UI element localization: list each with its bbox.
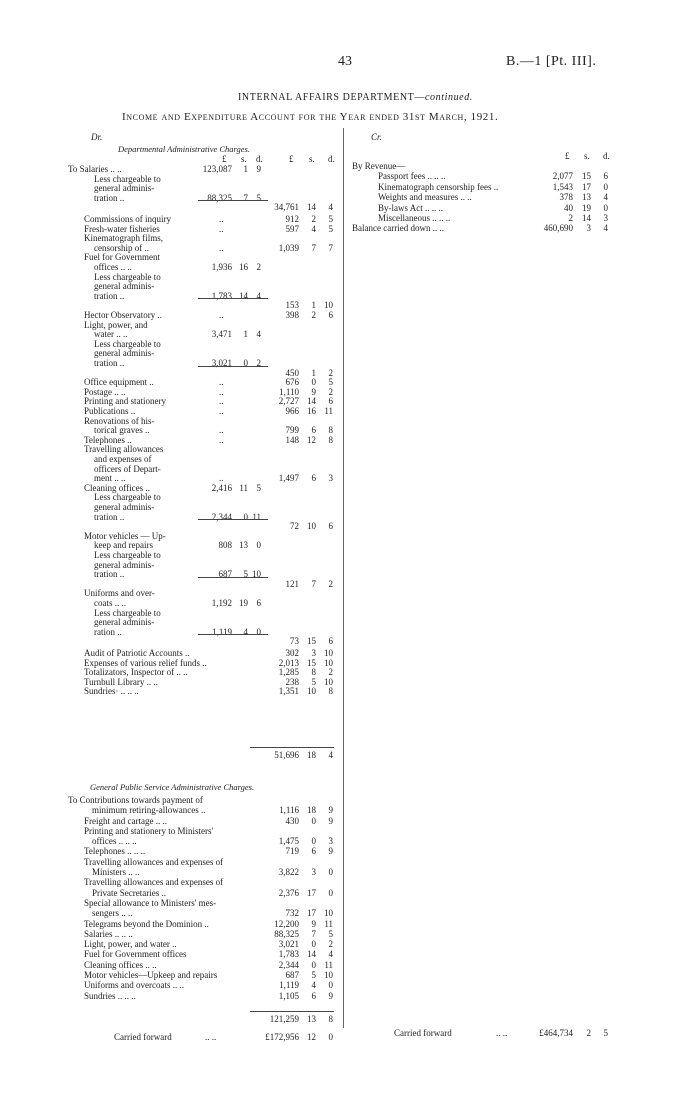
- general-item-label: To Contributions towards payment of: [68, 795, 203, 805]
- credit-amount-pence: 4: [603, 223, 608, 233]
- debit-col-head: s.: [309, 154, 315, 164]
- debit-item-label: tration ..: [94, 193, 125, 203]
- debit-amount-shillings: 9: [311, 387, 316, 397]
- debit-subamount-pounds: 2,416: [211, 483, 232, 493]
- debit-item-label: officers of Depart-: [94, 464, 161, 474]
- general-item-label: Printing and stationery to Ministers': [84, 826, 214, 836]
- debit-amount-shillings: 2: [311, 214, 316, 224]
- debit-item-label: Less chargeable to: [94, 550, 161, 560]
- credit-amount-shillings: 19: [582, 203, 591, 213]
- debit-subamount-shillings: 19: [239, 598, 248, 608]
- subtotal-rule: [198, 366, 268, 367]
- general-amount-shillings: 0: [311, 960, 316, 970]
- debit-subamount-shillings: 16: [239, 262, 248, 272]
- debit-subamount-pounds: 123,087: [202, 164, 232, 174]
- general-amount-shillings: 17: [307, 908, 316, 918]
- debit-subamount-pence: 11: [252, 512, 261, 522]
- debit-amount-shillings: 12: [307, 435, 316, 445]
- debit-col-head: £: [222, 154, 227, 164]
- debit-subamount-shillings: 4: [243, 627, 248, 637]
- section2-total-pounds: 121,259: [269, 1014, 299, 1024]
- debit-amount-shillings: 7: [311, 579, 316, 589]
- debit-amount-pounds: 153: [285, 300, 299, 310]
- debit-amount-pounds: 1,497: [278, 473, 299, 483]
- debit-amount-pounds: 966: [285, 406, 299, 416]
- debit-subamount-pence: 4: [256, 291, 261, 301]
- general-amount-pence: 0: [328, 980, 333, 990]
- debit-item-label: and expenses of: [94, 454, 152, 464]
- debit-item-label: general adminis-: [94, 560, 155, 570]
- debit-item-label: censorship of ..: [94, 243, 149, 253]
- section1-total-pounds: 51,696: [274, 750, 299, 760]
- debit-item-label: general adminis-: [94, 348, 155, 358]
- debit-subamount-shillings: 11: [239, 483, 248, 493]
- credit-item-label: Weights and measures .. ..: [378, 192, 472, 202]
- general-amount-pence: 3: [328, 836, 333, 846]
- debit-amount-pence: 6: [328, 636, 333, 646]
- debit-item-label: water .. ..: [94, 329, 128, 339]
- debit-item-label: Hector Observatory ..: [84, 310, 162, 320]
- debit-subamount-pence: 2: [256, 262, 261, 272]
- debit-amount-shillings: 5: [311, 677, 316, 687]
- credit-amount-pence: 3: [603, 213, 608, 223]
- general-item-label: Uniforms and overcoats .. ..: [84, 980, 184, 990]
- debit-amount-shillings: 14: [307, 396, 316, 406]
- debit-amount-shillings: 16: [307, 406, 316, 416]
- credit-amount-pounds: 2,077: [552, 171, 573, 181]
- general-amount-pounds: 687: [285, 970, 299, 980]
- debit-item-label: Office equipment ..: [84, 377, 154, 387]
- debit-amount-pence: 10: [324, 677, 333, 687]
- general-item-label: Travelling allowances and expenses of: [84, 857, 224, 867]
- general-amount-pence: 9: [328, 846, 333, 856]
- general-item-label: Special allowance to Ministers' mes-: [84, 898, 217, 908]
- debit-item-label: Postage .. ..: [84, 387, 126, 397]
- credit-amount-pence: 4: [603, 192, 608, 202]
- debit-amount-pence: 11: [324, 406, 333, 416]
- account-subtitle: Income and Expenditure Account for the Year ended 31st March, 1921.: [122, 111, 499, 123]
- general-amount-shillings: 4: [311, 980, 316, 990]
- debit-amount-pence: 2: [328, 387, 333, 397]
- general-item-label: Freight and cartage .. ..: [84, 816, 167, 826]
- general-amount-pounds: 88,325: [274, 929, 299, 939]
- debit-item-leader: ..: [219, 377, 224, 387]
- debit-item-leader: ..: [219, 387, 224, 397]
- debit-amount-shillings: 6: [311, 425, 316, 435]
- general-amount-pounds: 2,376: [278, 888, 299, 898]
- credit-amount-pounds: 460,690: [543, 223, 573, 233]
- page-number: 43: [338, 54, 352, 69]
- debit-amount-pounds: 597: [285, 224, 299, 234]
- debit-item-label: Less chargeable to: [94, 608, 161, 618]
- debit-item-label: Expenses of various relief funds ..: [84, 658, 207, 668]
- debit-subamount-pence: 5: [256, 193, 261, 203]
- debit-subamount-shillings: 5: [243, 569, 248, 579]
- debit-amount-pounds: 799: [285, 425, 299, 435]
- credit-item-label: Balance carried down .. ..: [352, 223, 444, 233]
- debit-amount-pounds: 2,727: [278, 396, 299, 406]
- debit-item-label: Fresh-water fisheries: [84, 224, 160, 234]
- credit-carried-value-shillings: 2: [586, 1028, 591, 1038]
- debit-subamount-shillings: 13: [239, 540, 248, 550]
- general-amount-pence: 11: [324, 960, 333, 970]
- debit-item-label: general adminis-: [94, 502, 155, 512]
- debit-item-leader: ..: [219, 435, 224, 445]
- debit-col-head: s.: [241, 154, 247, 164]
- debit-item-label: Totalizators, Inspector of .. ..: [84, 667, 188, 677]
- debit-item-label: tration ..: [94, 512, 125, 522]
- general-amount-pence: 10: [324, 970, 333, 980]
- general-amount-shillings: 0: [311, 836, 316, 846]
- debit-carried-dots: .. ..: [205, 1032, 217, 1042]
- credit-amount-shillings: 17: [582, 182, 591, 192]
- general-amount-pounds: 1,783: [278, 949, 299, 959]
- debit-subamount-pounds: 3,471: [211, 329, 232, 339]
- general-amount-pounds: 1,105: [278, 991, 299, 1001]
- credit-amount-pence: 0: [603, 182, 608, 192]
- debit-amount-pounds: 238: [285, 677, 299, 687]
- general-amount-pence: 0: [328, 867, 333, 877]
- debit-subamount-shillings: 1: [243, 329, 248, 339]
- credit-col-head: d.: [603, 151, 610, 161]
- debit-amount-pence: 6: [328, 521, 333, 531]
- debit-amount-shillings: 0: [311, 377, 316, 387]
- debit-subamount-pence: 9: [256, 164, 261, 174]
- general-charges-heading: General Public Service Administrative Charges.: [90, 782, 255, 792]
- credit-amount-shillings: 14: [582, 213, 591, 223]
- general-amount-shillings: 0: [311, 816, 316, 826]
- debit-item-label: torical graves ..: [94, 425, 150, 435]
- debit-subamount-pence: 2: [256, 358, 261, 368]
- debit-item-label: general adminis-: [94, 617, 155, 627]
- debit-item-label: coats .. ..: [94, 598, 126, 608]
- debit-subamount-pence: 5: [256, 483, 261, 493]
- general-item-label: Telegrams beyond the Dominion ..: [84, 919, 209, 929]
- debit-subamount-shillings: 14: [239, 291, 248, 301]
- debit-amount-pence: 6: [328, 396, 333, 406]
- debit-item-leader: ..: [219, 243, 224, 253]
- debit-subamount-pounds: 2,344: [211, 512, 232, 522]
- general-amount-pounds: 3,822: [278, 867, 299, 877]
- debit-amount-pounds: 1,351: [278, 686, 299, 696]
- general-amount-shillings: 7: [311, 929, 316, 939]
- general-amount-shillings: 17: [307, 888, 316, 898]
- general-amount-shillings: 6: [311, 991, 316, 1001]
- credit-carried-forward-label: Carried forward: [394, 1028, 452, 1038]
- debit-amount-pounds: 1,039: [278, 243, 299, 253]
- debit-amount-shillings: 10: [307, 686, 316, 696]
- debit-amount-pence: 8: [328, 425, 333, 435]
- debit-item-label: Kinematograph films,: [84, 233, 163, 243]
- debit-item-label: Less chargeable to: [94, 492, 161, 502]
- general-amount-pence: 5: [328, 929, 333, 939]
- credit-amount-shillings: 3: [586, 223, 591, 233]
- debit-item-label: Audit of Patriotic Accounts ..: [84, 648, 190, 658]
- debit-amount-pence: 10: [324, 300, 333, 310]
- debit-amount-shillings: 1: [311, 368, 316, 378]
- debit-item-label: Publications ..: [84, 406, 136, 416]
- debit-item-label: Cleaning offices ..: [84, 483, 150, 493]
- general-amount-pounds: 2,344: [278, 960, 299, 970]
- debit-amount-pence: 10: [324, 658, 333, 668]
- debit-label: Dr.: [91, 132, 103, 142]
- debit-item-label: Telephones ..: [84, 435, 132, 445]
- general-item-label: Motor vehicles—Upkeep and repairs: [84, 970, 218, 980]
- general-amount-pounds: 1,116: [279, 805, 299, 815]
- debit-item-label: keep and repairs: [94, 540, 153, 550]
- debit-item-leader: ..: [219, 214, 224, 224]
- debit-subamount-shillings: 1: [243, 164, 248, 174]
- section2-total-shillings: 13: [307, 1014, 316, 1024]
- debit-amount-pence: 2: [328, 368, 333, 378]
- debit-amount-pence: 6: [328, 310, 333, 320]
- general-amount-pence: 9: [328, 991, 333, 1001]
- debit-subamount-shillings: 0: [243, 358, 248, 368]
- section1-total-pence: 4: [328, 750, 333, 760]
- debit-subamount-pounds: 808: [218, 540, 232, 550]
- debit-item-label: To Salaries .. ..: [68, 164, 122, 174]
- general-amount-pounds: 430: [285, 816, 299, 826]
- general-amount-pence: 4: [328, 949, 333, 959]
- general-item-label: Ministers .. ..: [92, 867, 140, 877]
- debit-item-leader: ..: [219, 396, 224, 406]
- debit-item-label: tration ..: [94, 569, 125, 579]
- debit-item-label: Sundries· .. .. ..: [84, 686, 139, 696]
- debit-col-head: £: [289, 154, 294, 164]
- debit-item-leader: ..: [219, 224, 224, 234]
- debit-amount-pence: 5: [328, 214, 333, 224]
- debit-item-label: Printing and stationery: [84, 396, 166, 406]
- general-item-label: Travelling allowances and expenses of: [84, 877, 224, 887]
- general-item-label: offices .. .. ..: [92, 836, 137, 846]
- debit-amount-shillings: 3: [311, 648, 316, 658]
- debit-amount-shillings: 14: [307, 202, 316, 212]
- debit-subamount-pence: 0: [256, 627, 261, 637]
- debit-subamount-pounds: 687: [218, 569, 232, 579]
- credit-carried-value-pence: 5: [603, 1028, 608, 1038]
- credit-col-head: s.: [584, 151, 590, 161]
- section1-total-shillings: 18: [307, 750, 316, 760]
- debit-amount-pence: 8: [328, 686, 333, 696]
- debit-item-leader: ..: [219, 406, 224, 416]
- credit-col-head: £: [565, 151, 570, 161]
- general-amount-shillings: 0: [311, 939, 316, 949]
- debit-amount-shillings: 15: [307, 658, 316, 668]
- debit-amount-pence: 2: [328, 667, 333, 677]
- credit-amount-pence: 0: [603, 203, 608, 213]
- subtotal-rule: [198, 519, 268, 520]
- subtotal-rule: [198, 634, 268, 635]
- debit-amount-shillings: 1: [311, 300, 316, 310]
- general-item-label: Sundries .. .. ..: [84, 991, 136, 1001]
- debit-item-label: tration ..: [94, 291, 125, 301]
- debit-amount-pence: 10: [324, 648, 333, 658]
- column-divider: [343, 128, 344, 1028]
- general-amount-pence: 10: [324, 908, 333, 918]
- department-name: INTERNAL AFFAIRS DEPARTMENT—: [238, 92, 425, 103]
- general-amount-pounds: 3,021: [278, 939, 299, 949]
- debit-amount-pounds: 148: [285, 435, 299, 445]
- general-amount-pence: 11: [324, 919, 333, 929]
- general-item-label: Cleaning offices .. ..: [84, 960, 157, 970]
- general-item-label: sengers .. ..: [92, 908, 133, 918]
- debit-amount-pence: 2: [328, 579, 333, 589]
- subtotal-rule: [198, 298, 268, 299]
- debit-item-leader: ..: [219, 310, 224, 320]
- debit-item-label: Travelling allowances: [84, 444, 164, 454]
- debit-amount-pounds: 72: [290, 521, 299, 531]
- debit-item-label: ment .. ..: [94, 473, 126, 483]
- general-item-label: Light, power, and water ..: [84, 939, 177, 949]
- section2-total-rule: [250, 1011, 334, 1012]
- section1-total-rule: [250, 747, 334, 748]
- debit-item-label: general adminis-: [94, 183, 155, 193]
- debit-amount-pounds: 1,110: [279, 387, 299, 397]
- document-reference: B.—1 [Pt. III].: [506, 54, 597, 69]
- debit-amount-shillings: 8: [311, 667, 316, 677]
- general-amount-shillings: 5: [311, 970, 316, 980]
- credit-amount-pounds: 40: [564, 203, 573, 213]
- debit-amount-pence: 8: [328, 435, 333, 445]
- debit-amount-pence: 7: [328, 243, 333, 253]
- debit-item-label: Less chargeable to: [94, 339, 161, 349]
- credit-amount-pounds: 2: [568, 213, 573, 223]
- debit-amount-pounds: 302: [285, 648, 299, 658]
- general-amount-shillings: 9: [311, 919, 316, 929]
- debit-subamount-pence: 0: [256, 540, 261, 550]
- debit-amount-pounds: 73: [290, 636, 299, 646]
- debit-item-label: offices .. ..: [94, 262, 132, 272]
- general-item-label: Salaries .. .. ..: [84, 929, 133, 939]
- credit-carried-dots: .. ..: [496, 1028, 508, 1038]
- debit-carried-value-shillings: 12: [307, 1032, 316, 1042]
- general-amount-pounds: 12,200: [274, 919, 299, 929]
- debit-amount-shillings: 4: [311, 224, 316, 234]
- debit-amount-pounds: 34,761: [274, 202, 299, 212]
- debit-subamount-pence: 4: [256, 329, 261, 339]
- debit-item-label: general adminis-: [94, 281, 155, 291]
- credit-amount-pounds: 378: [559, 192, 573, 202]
- general-amount-shillings: 14: [307, 949, 316, 959]
- debit-item-label: Commissions of inquiry: [84, 214, 172, 224]
- debit-amount-shillings: 10: [307, 521, 316, 531]
- debit-carried-forward-label: Carried forward: [114, 1032, 172, 1042]
- general-item-label: minimum retiring-allowances ..: [92, 805, 206, 815]
- debit-subamount-pounds: 1,119: [212, 627, 232, 637]
- general-amount-pounds: 1,119: [279, 980, 299, 990]
- general-item-label: Telephones .. .. ..: [84, 846, 146, 856]
- general-amount-pence: 2: [328, 939, 333, 949]
- debit-carried-value-pence: 0: [328, 1032, 333, 1042]
- debit-subamount-shillings: 0: [243, 512, 248, 522]
- debit-item-label: Motor vehicles — Up-: [84, 531, 166, 541]
- debit-amount-pounds: 2,013: [278, 658, 299, 668]
- debit-amount-pounds: 398: [285, 310, 299, 320]
- debit-item-label: Uniforms and over-: [84, 588, 155, 598]
- section2-total-pence: 8: [328, 1014, 333, 1024]
- credit-item-label: Miscellaneous .. .. ..: [378, 213, 451, 223]
- credit-amount-pence: 6: [603, 171, 608, 181]
- debit-subamount-pounds: 1,783: [211, 291, 232, 301]
- debit-amount-pence: 3: [328, 473, 333, 483]
- debit-subamount-pounds: 88,325: [207, 193, 232, 203]
- debit-subamount-pence: 6: [256, 598, 261, 608]
- general-amount-shillings: 6: [311, 846, 316, 856]
- debit-item-label: Less chargeable to: [94, 272, 161, 282]
- debit-item-leader: ..: [219, 473, 224, 483]
- debit-item-label: Fuel for Government: [84, 252, 160, 262]
- credit-amount-shillings: 15: [582, 171, 591, 181]
- credit-carried-value-pounds: £464,734: [539, 1028, 573, 1038]
- debit-subamount-pounds: 3,021: [211, 358, 232, 368]
- department-title: [238, 93, 473, 103]
- credit-item-label: Kinematograph censorship fees ..: [378, 182, 499, 192]
- general-amount-pence: 0: [328, 888, 333, 898]
- debit-amount-shillings: 7: [311, 243, 316, 253]
- debit-amount-pounds: 121: [285, 579, 299, 589]
- debit-subamount-shillings: 7: [243, 193, 248, 203]
- debit-subamount-pounds: 1,936: [211, 262, 232, 272]
- credit-item-label: By-laws Act .. .. ..: [378, 203, 443, 213]
- debit-col-head: d.: [328, 154, 335, 164]
- debit-amount-shillings: 2: [311, 310, 316, 320]
- debit-amount-pounds: 1,285: [278, 667, 299, 677]
- debit-amount-shillings: 15: [307, 636, 316, 646]
- credit-amount-pounds: 1,543: [552, 182, 573, 192]
- debit-item-label: Turnbull Library .. ..: [84, 677, 158, 687]
- debit-subamount-pence: 10: [252, 569, 261, 579]
- department-continued: continued.: [424, 92, 473, 103]
- general-amount-pence: 9: [328, 805, 333, 815]
- general-amount-pounds: 732: [285, 908, 299, 918]
- debit-item-label: ration ..: [94, 627, 122, 637]
- debit-amount-pence: 5: [328, 224, 333, 234]
- debit-col-head: d.: [256, 154, 263, 164]
- departmental-charges-heading: Departmental Administrative Charges.: [118, 144, 250, 154]
- credit-item-label: By Revenue—: [352, 161, 406, 171]
- debit-item-label: Less chargeable to: [94, 174, 161, 184]
- general-amount-pounds: 1,475: [278, 836, 299, 846]
- general-item-label: Private Secretaries ..: [92, 888, 166, 898]
- general-amount-pence: 9: [328, 816, 333, 826]
- subtotal-rule: [198, 200, 268, 201]
- debit-amount-shillings: 6: [311, 473, 316, 483]
- debit-subamount-pounds: 1,192: [211, 598, 232, 608]
- subtotal-rule: [198, 577, 268, 578]
- general-amount-shillings: 3: [311, 867, 316, 877]
- debit-item-label: tration ..: [94, 358, 125, 368]
- debit-amount-pounds: 450: [285, 368, 299, 378]
- general-amount-shillings: 18: [307, 805, 316, 815]
- debit-item-label: Light, power, and: [84, 320, 148, 330]
- debit-amount-pounds: 912: [285, 214, 299, 224]
- credit-amount-shillings: 13: [582, 192, 591, 202]
- debit-item-label: Renovations of his-: [84, 416, 155, 426]
- credit-label: Cr.: [371, 132, 382, 142]
- general-amount-pounds: 719: [285, 846, 299, 856]
- debit-item-leader: ..: [219, 425, 224, 435]
- debit-amount-pence: 4: [328, 202, 333, 212]
- debit-amount-pounds: 676: [285, 377, 299, 387]
- debit-carried-value-pounds: £172,956: [265, 1032, 299, 1042]
- general-item-label: Fuel for Government offices: [84, 949, 187, 959]
- credit-item-label: Passport fees .. .. ..: [378, 171, 446, 181]
- debit-amount-pence: 5: [328, 377, 333, 387]
